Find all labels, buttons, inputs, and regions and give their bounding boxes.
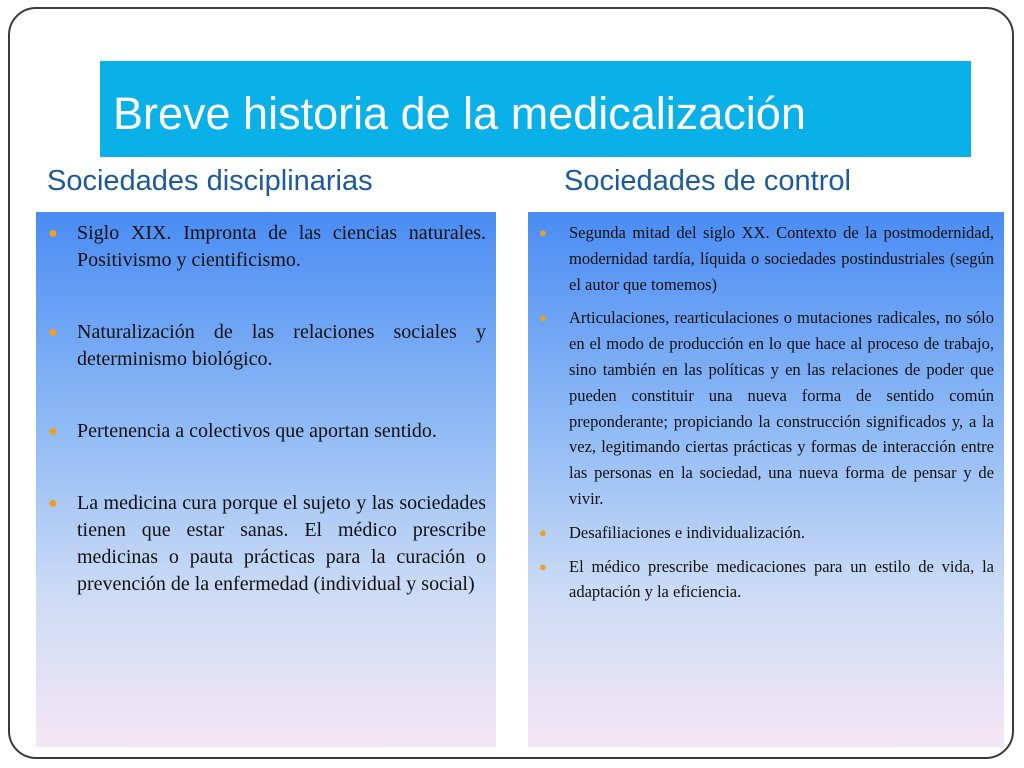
bullet-text: Pertenencia a colectivos que aportan sentido.	[77, 420, 437, 442]
bullet-icon: ●	[539, 558, 547, 574]
right-bullet-list	[528, 212, 1004, 605]
bullet-item	[48, 319, 486, 373]
bullet-icon: ●	[48, 324, 58, 341]
bullet-icon: ●	[539, 524, 547, 540]
bullet-text: Naturalización de las relaciones sociales y determinismo biológico.	[77, 321, 486, 370]
right-content-panel	[528, 212, 1004, 747]
bullet-text: Segunda mitad del siglo XX. Contexto de la postmodernidad, modernidad tardía, líquida o sociedades postindustriales (según el autor que tomemos)	[569, 223, 994, 294]
bullet-text: El médico prescribe medicaciones para un estilo de vida, la adaptación y la eficiencia.	[569, 556, 994, 602]
left-bullet-list	[36, 212, 496, 598]
bullet-item	[48, 220, 486, 274]
bullet-icon: ●	[48, 225, 58, 242]
bullet-text: Articulaciones, rearticulaciones o mutaciones radicales, no sólo en el modo de producción en lo que hace al proceso de trabajo, sino también en las políticas y en las relaciones de poder que pueden constituir una nueva forma de sentido común preponderante; propiciando la construcción significados y, a la vez, legitimando ciertas prácticas y formas de interacción entre las personas en la sociedad, una nueva forma de pensar y de vivir.	[569, 308, 994, 508]
bullet-text: Desafiliaciones e individualización.	[569, 522, 805, 542]
bullet-item	[48, 418, 486, 445]
bullet-item	[48, 490, 486, 598]
bullet-item	[539, 305, 994, 511]
bullet-icon: ●	[48, 423, 58, 440]
left-content-panel	[36, 212, 496, 747]
slide-title: Breve historia de la medicalización	[113, 88, 806, 139]
bullet-text: Siglo XIX. Impronta de las ciencias naturales. Positivismo y cientificismo.	[77, 222, 486, 271]
bullet-icon: ●	[48, 495, 58, 512]
bullet-icon: ●	[539, 225, 547, 240]
bullet-item	[539, 220, 994, 297]
right-column-heading: Sociedades de control	[564, 165, 851, 197]
bullet-item	[539, 554, 994, 606]
bullet-text: La medicina cura porque el sujeto y las sociedades tienen que estar sanas. El médico prescribe medicinas o pauta prácticas para la curación o prevención de la enfermedad (individual y social)	[77, 492, 486, 595]
left-column-heading: Sociedades disciplinarias	[47, 165, 373, 197]
bullet-item	[539, 520, 994, 546]
bullet-icon: ●	[539, 310, 547, 326]
